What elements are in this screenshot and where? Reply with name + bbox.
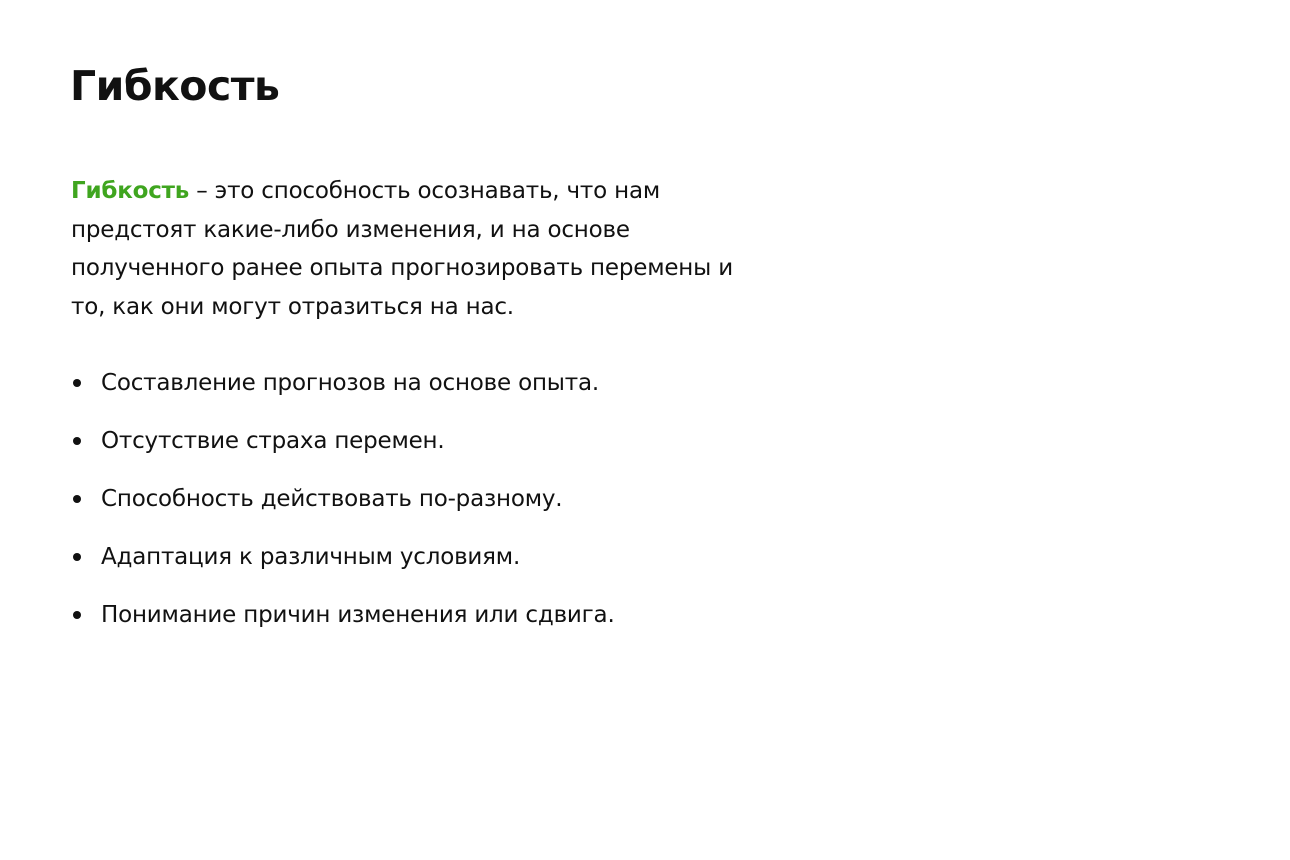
bullet-icon bbox=[73, 611, 81, 619]
bullet-text: Способность действовать по-разному. bbox=[101, 486, 563, 512]
slide-title: Гибкость bbox=[70, 62, 280, 110]
definition-term: Гибкость bbox=[71, 178, 190, 204]
bullet-icon bbox=[73, 553, 81, 561]
bullet-item bbox=[71, 480, 615, 538]
bullet-icon bbox=[73, 437, 81, 445]
bullet-item bbox=[71, 596, 615, 654]
bullet-item bbox=[71, 422, 615, 480]
bullet-item bbox=[71, 538, 615, 596]
bullet-item bbox=[71, 364, 615, 422]
bullet-icon bbox=[73, 379, 81, 387]
bullet-text: Отсутствие страха перемен. bbox=[101, 428, 445, 454]
bullet-text: Понимание причин изменения или сдвига. bbox=[101, 602, 615, 628]
definition-paragraph bbox=[71, 172, 751, 326]
bullet-text: Составление прогнозов на основе опыта. bbox=[101, 370, 599, 396]
bullet-list bbox=[71, 364, 615, 654]
bullet-icon bbox=[73, 495, 81, 503]
definition-text: – это способность осознавать, что нам предстоят какие-либо изменения, и на основе полученного ранее опыта прогнозировать перемены и то, как они могут отразиться на нас. bbox=[71, 178, 733, 320]
bullet-text: Адаптация к различным условиям. bbox=[101, 544, 521, 570]
